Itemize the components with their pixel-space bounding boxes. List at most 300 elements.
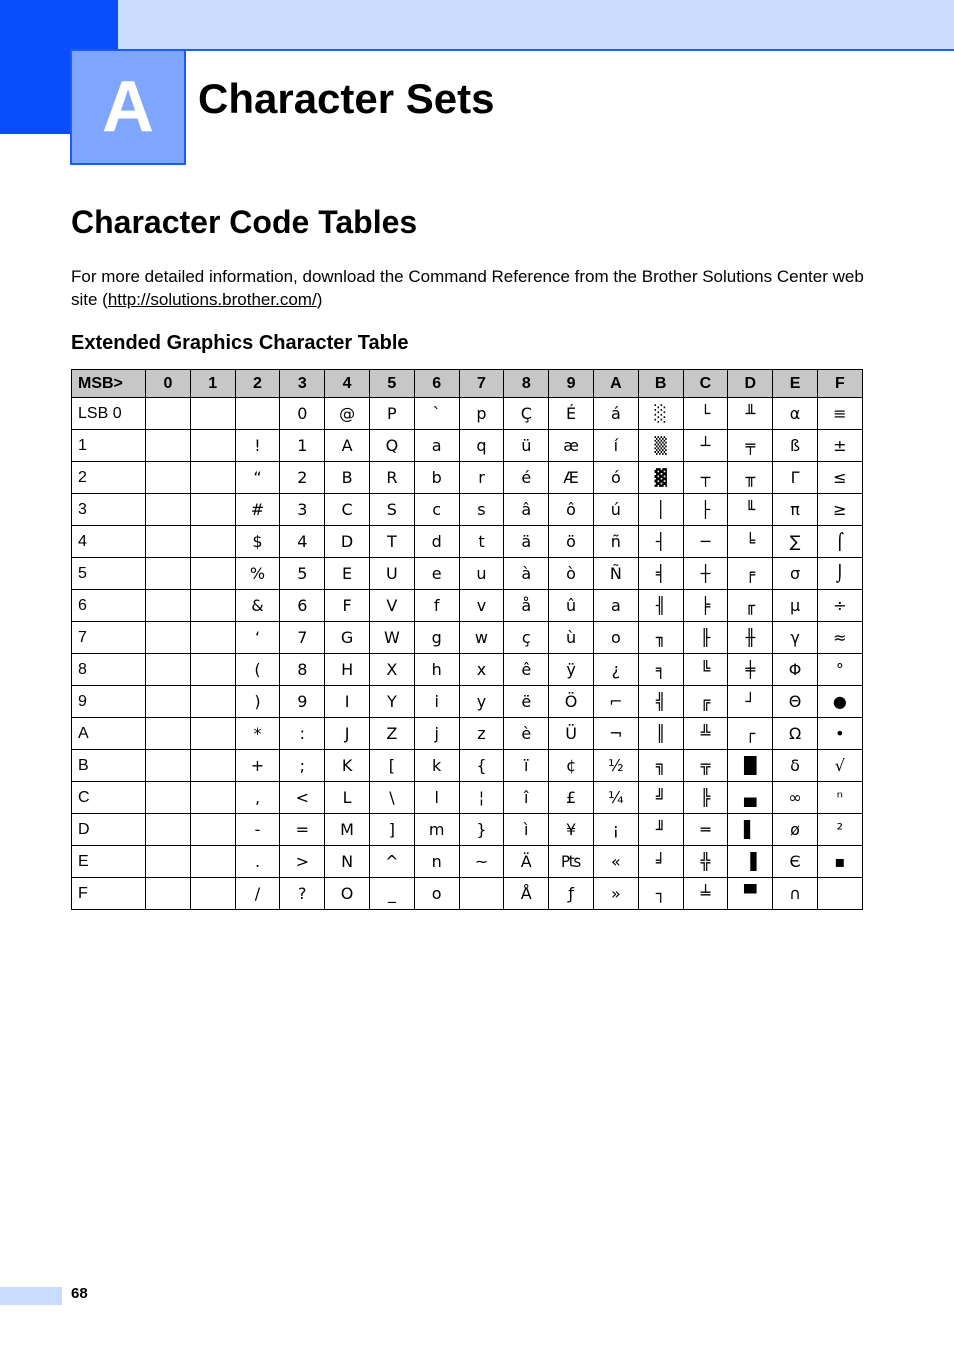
char-cell: σ (773, 558, 818, 590)
char-cell: L (325, 782, 370, 814)
char-cell: ─ (683, 526, 728, 558)
char-cell: N (325, 846, 370, 878)
char-cell: ⌐ (593, 686, 638, 718)
char-cell: δ (773, 750, 818, 782)
char-cell (146, 430, 191, 462)
char-cell: ≥ (817, 494, 862, 526)
char-cell: p (459, 398, 504, 430)
char-cell: , (235, 782, 280, 814)
char-cell: - (235, 814, 280, 846)
char-cell: Ω (773, 718, 818, 750)
char-cell: 2 (280, 462, 325, 494)
lsb-label-cell: A (72, 718, 146, 750)
char-cell: ╢ (638, 590, 683, 622)
char-cell: ö (549, 526, 594, 558)
char-cell: + (235, 750, 280, 782)
table-row (72, 526, 863, 558)
char-cell: ╙ (728, 494, 773, 526)
char-cell: c (414, 494, 459, 526)
lsb-label-cell: B (72, 750, 146, 782)
column-header: B (638, 370, 683, 398)
char-cell: ¡ (593, 814, 638, 846)
char-cell (817, 878, 862, 910)
char-cell (146, 526, 191, 558)
char-cell: ╞ (683, 590, 728, 622)
char-cell: S (369, 494, 414, 526)
header-bar (118, 0, 954, 51)
char-cell: » (593, 878, 638, 910)
char-cell (459, 878, 504, 910)
chapter-badge (70, 49, 186, 165)
column-header: 2 (235, 370, 280, 398)
char-cell: ╦ (683, 750, 728, 782)
char-cell: 7 (280, 622, 325, 654)
solutions-center-link[interactable]: http://solutions.brother.com/ (107, 290, 317, 309)
column-header: 3 (280, 370, 325, 398)
char-cell (146, 750, 191, 782)
char-cell (190, 846, 235, 878)
char-cell: } (459, 814, 504, 846)
char-cell: ƒ (549, 878, 594, 910)
char-cell: û (549, 590, 594, 622)
char-cell (190, 878, 235, 910)
intro-paragraph (71, 265, 871, 311)
char-cell (146, 878, 191, 910)
char-cell: ₧ (549, 846, 594, 878)
char-cell: É (549, 398, 594, 430)
char-cell: ╬ (683, 846, 728, 878)
char-cell: Q (369, 430, 414, 462)
char-cell: é (504, 462, 549, 494)
table-row (72, 878, 863, 910)
char-cell (190, 654, 235, 686)
char-cell: Ü (549, 718, 594, 750)
char-cell: Γ (773, 462, 818, 494)
char-cell: ▪ (817, 846, 862, 878)
column-header: 9 (549, 370, 594, 398)
char-cell: ╓ (728, 590, 773, 622)
char-cell: ; (280, 750, 325, 782)
lsb-label-cell: E (72, 846, 146, 878)
char-cell: V (369, 590, 414, 622)
char-cell: \ (369, 782, 414, 814)
char-cell: ╥ (728, 462, 773, 494)
char-cell: ▐ (728, 846, 773, 878)
char-cell: ‘ (235, 622, 280, 654)
char-cell: ~ (459, 846, 504, 878)
char-cell (190, 462, 235, 494)
char-cell: ü (504, 430, 549, 462)
lsb-label-cell: 8 (72, 654, 146, 686)
char-cell: M (325, 814, 370, 846)
char-cell: ² (817, 814, 862, 846)
char-cell: ╛ (638, 846, 683, 878)
char-cell: ┘ (728, 686, 773, 718)
char-cell: ┴ (683, 430, 728, 462)
char-cell: ╩ (683, 718, 728, 750)
section-title: Character Code Tables (71, 204, 418, 240)
char-cell: │ (638, 494, 683, 526)
char-cell: ú (593, 494, 638, 526)
char-cell: J (325, 718, 370, 750)
char-cell: > (280, 846, 325, 878)
char-cell: : (280, 718, 325, 750)
char-cell: f (414, 590, 459, 622)
char-cell: ╒ (728, 558, 773, 590)
char-cell: 1 (280, 430, 325, 462)
char-cell: e (414, 558, 459, 590)
column-header: 0 (146, 370, 191, 398)
table-row (72, 622, 863, 654)
char-cell: ╨ (728, 398, 773, 430)
char-cell: ó (593, 462, 638, 494)
char-cell (146, 846, 191, 878)
char-cell: ^ (369, 846, 414, 878)
char-cell: a (414, 430, 459, 462)
char-cell: ╤ (728, 430, 773, 462)
char-cell: m (414, 814, 459, 846)
char-cell: ╟ (683, 622, 728, 654)
lsb-label-cell: 7 (72, 622, 146, 654)
char-cell (190, 686, 235, 718)
msb-header-cell: MSB> (72, 370, 146, 398)
char-cell (146, 494, 191, 526)
char-cell: ▌ (728, 814, 773, 846)
char-cell (190, 814, 235, 846)
column-header: D (728, 370, 773, 398)
char-cell: u (459, 558, 504, 590)
char-cell: / (235, 878, 280, 910)
char-cell: # (235, 494, 280, 526)
char-cell: i (414, 686, 459, 718)
char-cell: á (593, 398, 638, 430)
char-cell: à (504, 558, 549, 590)
lsb-label-cell: 2 (72, 462, 146, 494)
char-cell: y (459, 686, 504, 718)
char-cell: 8 (280, 654, 325, 686)
char-cell (190, 430, 235, 462)
lsb-label-cell: 5 (72, 558, 146, 590)
lsb-label-cell: 6 (72, 590, 146, 622)
char-cell: Θ (773, 686, 818, 718)
char-cell (190, 494, 235, 526)
char-cell: ≤ (817, 462, 862, 494)
char-cell: Ä (504, 846, 549, 878)
char-cell: è (504, 718, 549, 750)
char-cell: ▀ (728, 878, 773, 910)
char-cell: l (414, 782, 459, 814)
column-header: A (593, 370, 638, 398)
char-cell: 9 (280, 686, 325, 718)
char-cell: _ (369, 878, 414, 910)
char-cell: B (325, 462, 370, 494)
char-cell: £ (549, 782, 594, 814)
char-cell: F (325, 590, 370, 622)
char-cell: α (773, 398, 818, 430)
char-cell: ñ (593, 526, 638, 558)
char-cell: γ (773, 622, 818, 654)
char-cell: ╚ (683, 654, 728, 686)
char-cell: ç (504, 622, 549, 654)
table-row (72, 398, 863, 430)
table-row (72, 430, 863, 462)
char-cell: √ (817, 750, 862, 782)
char-cell: ½ (593, 750, 638, 782)
char-cell: 6 (280, 590, 325, 622)
char-cell: ╝ (638, 782, 683, 814)
char-cell: ╘ (728, 526, 773, 558)
char-cell: o (593, 622, 638, 654)
char-cell: ⌡ (817, 558, 862, 590)
char-cell: ≈ (817, 622, 862, 654)
footer-tab (0, 1287, 62, 1305)
lsb-label-cell: 1 (72, 430, 146, 462)
char-cell: ┐ (638, 878, 683, 910)
char-cell: ¼ (593, 782, 638, 814)
char-cell: ù (549, 622, 594, 654)
char-cell: ∑ (773, 526, 818, 558)
char-cell: ▄ (728, 782, 773, 814)
char-cell: ∩ (773, 878, 818, 910)
char-cell: ┌ (728, 718, 773, 750)
char-cell: Æ (549, 462, 594, 494)
table-row (72, 782, 863, 814)
char-cell (146, 718, 191, 750)
table-title: Extended Graphics Character Table (71, 332, 409, 354)
char-cell: █ (728, 750, 773, 782)
char-cell (146, 814, 191, 846)
char-cell: j (414, 718, 459, 750)
char-cell: Ç (504, 398, 549, 430)
char-cell (190, 558, 235, 590)
char-cell: ø (773, 814, 818, 846)
char-cell: & (235, 590, 280, 622)
char-cell: ∞ (773, 782, 818, 814)
lsb-label-cell: 9 (72, 686, 146, 718)
char-cell (146, 622, 191, 654)
char-cell (190, 398, 235, 430)
column-header: 7 (459, 370, 504, 398)
char-cell: E (325, 558, 370, 590)
char-cell: ╫ (728, 622, 773, 654)
char-cell: ò (549, 558, 594, 590)
char-cell: $ (235, 526, 280, 558)
char-cell: ] (369, 814, 414, 846)
char-cell: í (593, 430, 638, 462)
char-cell: 5 (280, 558, 325, 590)
char-cell: ═ (683, 814, 728, 846)
char-cell: a (593, 590, 638, 622)
char-cell: ≡ (817, 398, 862, 430)
char-cell: ) (235, 686, 280, 718)
intro-text: For more detailed information, download the Command Reference from the Brother Solutions Center web site ( (71, 267, 864, 309)
column-header: 6 (414, 370, 459, 398)
char-cell: « (593, 846, 638, 878)
lsb-label-cell: C (72, 782, 146, 814)
char-cell: ß (773, 430, 818, 462)
page-number: 68 (71, 1285, 88, 1302)
char-cell: h (414, 654, 459, 686)
char-cell: g (414, 622, 459, 654)
char-cell: A (325, 430, 370, 462)
lsb-label-cell: D (72, 814, 146, 846)
char-cell: Y (369, 686, 414, 718)
char-cell (190, 750, 235, 782)
table-row (72, 718, 863, 750)
char-cell: % (235, 558, 280, 590)
char-cell: ╡ (638, 558, 683, 590)
char-cell (190, 622, 235, 654)
table-row (72, 750, 863, 782)
char-cell: î (504, 782, 549, 814)
char-cell: ┤ (638, 526, 683, 558)
char-cell: ╜ (638, 814, 683, 846)
char-cell: ê (504, 654, 549, 686)
char-cell: U (369, 558, 414, 590)
char-cell (190, 526, 235, 558)
char-cell (146, 558, 191, 590)
char-cell: ÷ (817, 590, 862, 622)
char-cell: z (459, 718, 504, 750)
table-row (72, 462, 863, 494)
char-cell: Φ (773, 654, 818, 686)
char-cell: Ö (549, 686, 594, 718)
char-cell: ¦ (459, 782, 504, 814)
char-cell: μ (773, 590, 818, 622)
char-cell: 4 (280, 526, 325, 558)
char-cell: { (459, 750, 504, 782)
char-cell: . (235, 846, 280, 878)
char-cell: ¢ (549, 750, 594, 782)
table-header-row (72, 370, 863, 398)
char-cell: Å (504, 878, 549, 910)
char-cell: < (280, 782, 325, 814)
char-cell: ╣ (638, 686, 683, 718)
char-cell: O (325, 878, 370, 910)
char-cell: ? (280, 878, 325, 910)
table-row (72, 686, 863, 718)
char-cell (235, 398, 280, 430)
char-cell: â (504, 494, 549, 526)
table-body (72, 398, 863, 910)
char-cell: ┬ (683, 462, 728, 494)
chapter-letter: A (102, 67, 154, 147)
column-header: E (773, 370, 818, 398)
char-cell (146, 654, 191, 686)
char-cell (146, 398, 191, 430)
char-cell: ░ (638, 398, 683, 430)
char-cell: H (325, 654, 370, 686)
char-cell: ± (817, 430, 862, 462)
char-cell: ┼ (683, 558, 728, 590)
char-cell: ï (504, 750, 549, 782)
table-row (72, 814, 863, 846)
char-cell: Z (369, 718, 414, 750)
char-cell: v (459, 590, 504, 622)
char-cell: n (414, 846, 459, 878)
column-header: 5 (369, 370, 414, 398)
char-cell: 3 (280, 494, 325, 526)
char-cell: π (773, 494, 818, 526)
char-cell: æ (549, 430, 594, 462)
char-cell: D (325, 526, 370, 558)
char-cell: ¬ (593, 718, 638, 750)
char-cell: G (325, 622, 370, 654)
char-cell: ╔ (683, 686, 728, 718)
table-row (72, 494, 863, 526)
char-cell: ¥ (549, 814, 594, 846)
char-cell: s (459, 494, 504, 526)
char-cell: ° (817, 654, 862, 686)
char-cell (146, 686, 191, 718)
column-header: 8 (504, 370, 549, 398)
char-cell: ⌠ (817, 526, 862, 558)
char-cell: ╧ (683, 878, 728, 910)
intro-text-end: ) (316, 290, 323, 309)
char-cell: ä (504, 526, 549, 558)
char-cell: d (414, 526, 459, 558)
char-cell: ╗ (638, 750, 683, 782)
char-cell: └ (683, 398, 728, 430)
char-cell: W (369, 622, 414, 654)
chapter-title: Character Sets (198, 75, 495, 122)
char-cell: • (817, 718, 862, 750)
char-cell (146, 782, 191, 814)
char-cell: T (369, 526, 414, 558)
char-cell (190, 590, 235, 622)
table-row (72, 846, 863, 878)
lsb-label-cell: LSB 0 (72, 398, 146, 430)
char-cell: Є (773, 846, 818, 878)
char-cell: I (325, 686, 370, 718)
char-cell: R (369, 462, 414, 494)
char-cell: ├ (683, 494, 728, 526)
char-cell: k (414, 750, 459, 782)
char-cell: 0 (280, 398, 325, 430)
table-row (72, 590, 863, 622)
char-cell: ì (504, 814, 549, 846)
column-header: C (683, 370, 728, 398)
char-cell: ÿ (549, 654, 594, 686)
char-cell: x (459, 654, 504, 686)
char-cell: = (280, 814, 325, 846)
char-cell: P (369, 398, 414, 430)
char-cell (146, 590, 191, 622)
table-row (72, 654, 863, 686)
char-cell: [ (369, 750, 414, 782)
lsb-label-cell: 4 (72, 526, 146, 558)
column-header: 1 (190, 370, 235, 398)
char-cell: ë (504, 686, 549, 718)
char-cell: ╪ (728, 654, 773, 686)
char-cell: Ñ (593, 558, 638, 590)
char-cell: b (414, 462, 459, 494)
column-header: F (817, 370, 862, 398)
char-cell: q (459, 430, 504, 462)
char-cell: C (325, 494, 370, 526)
column-header: 4 (325, 370, 370, 398)
char-cell: ● (817, 686, 862, 718)
char-cell: ╕ (638, 654, 683, 686)
char-cell: ( (235, 654, 280, 686)
char-cell: ╖ (638, 622, 683, 654)
char-cell: @ (325, 398, 370, 430)
char-cell (190, 718, 235, 750)
char-cell: r (459, 462, 504, 494)
char-cell: * (235, 718, 280, 750)
char-cell: å (504, 590, 549, 622)
char-cell: ▓ (638, 462, 683, 494)
